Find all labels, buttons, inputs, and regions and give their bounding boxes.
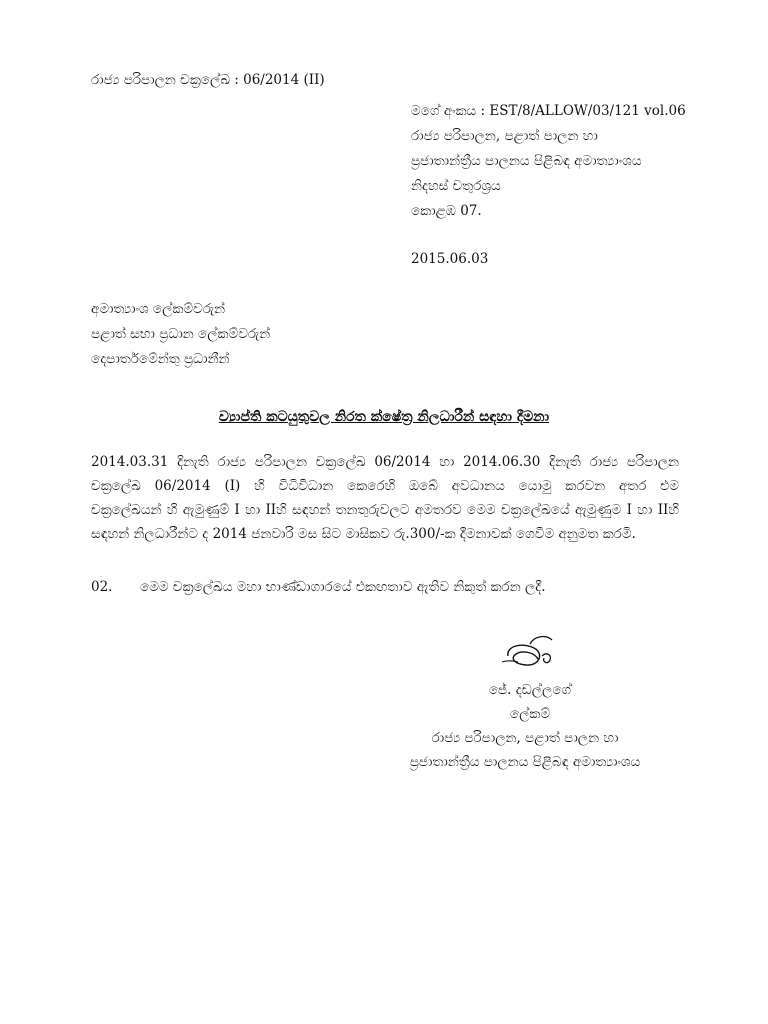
- paragraph-2-text: මෙම චක්‍රලේඛය මහා භාණ්ඩාගාරයේ එකඟතාව ඇතිව නිකුත් කරන ලදී.: [140, 579, 546, 595]
- signature-image: [500, 632, 560, 672]
- paragraph-1-line: 2014.03.31 දිනැති රාජ්‍ය පරිපාලන චක්‍රලේඛ 06/2014 හා 2014.06.30 දිනැති රාජ්‍ය පරිපාලන: [91, 454, 679, 470]
- sender-address-line1: නිදහස් චතුරශ්‍රය: [411, 178, 501, 194]
- signatory-ministry-line1: රාජ්‍ය පරිපාලන, පළාත් පාලන හා: [431, 730, 619, 746]
- paragraph-1-line: චක්‍රලේඛයන් හි ඇමුණුම් I හා IIහි සඳහන් තනතුරුවලට අමතරව මෙම චක්‍රලේඛයේ ඇමුණුම I හා IIහි: [91, 502, 679, 518]
- paragraph-1-line: සඳහන් නිලධාරීන්ට ද 2014 ජනවාරි මස සිට මාසිකව රු.300/-ක දීමනාවක් ගෙවීම අනුමත කරමි.: [91, 526, 636, 542]
- recipient-item: දෙපාර්තමේන්තු ප්‍රධානීන්: [91, 351, 230, 367]
- signatory-ministry-line2: ප්‍රජාතාන්ත්‍රීය පාලනය පිළිබඳ අමාත්‍යාංශය: [409, 754, 641, 770]
- paragraph-1-line: චක්‍රලේඛ 06/2014 (I) හි විධිවිධාන කෙරෙහි ඔබේ අවධානය යොමු කරවන අතර එම: [91, 478, 679, 494]
- sender-address-line2: කොළඹ 07.: [411, 203, 482, 219]
- sender-ministry-line2: ප්‍රජාතාන්ත්‍රීය පාලනය පිළිබඳ අමාත්‍යාංශය: [411, 153, 642, 169]
- signatory-name: ජේ. දඩල්ලගේ: [488, 682, 572, 698]
- subject-heading: ව්‍යාප්ති කටයුතුවල නිරත ක්ෂේත්‍ර නිලධාරීන් සඳහා දීමනා: [218, 409, 550, 425]
- circular-reference: රාජ්‍ය පරිපාලන චක්‍රලේඛ : 06/2014 (II): [91, 72, 325, 88]
- sender-ministry-line1: රාජ්‍ය පරිපාලන, පළාත් පාලන හා: [411, 128, 598, 144]
- paragraph-2-number: 02.: [91, 579, 113, 595]
- signatory-title: ලේකම්: [509, 706, 551, 722]
- recipient-item: පළාත් සභා ප්‍රධාන ලේකම්වරුන්: [91, 326, 271, 342]
- recipient-item: අමාත්‍යාංශ ලේකම්වරුන්: [91, 301, 226, 317]
- reference-number: මගේ අංකය : EST/8/ALLOW/03/121 vol.06: [411, 103, 686, 119]
- letter-date: 2015.06.03: [411, 251, 489, 267]
